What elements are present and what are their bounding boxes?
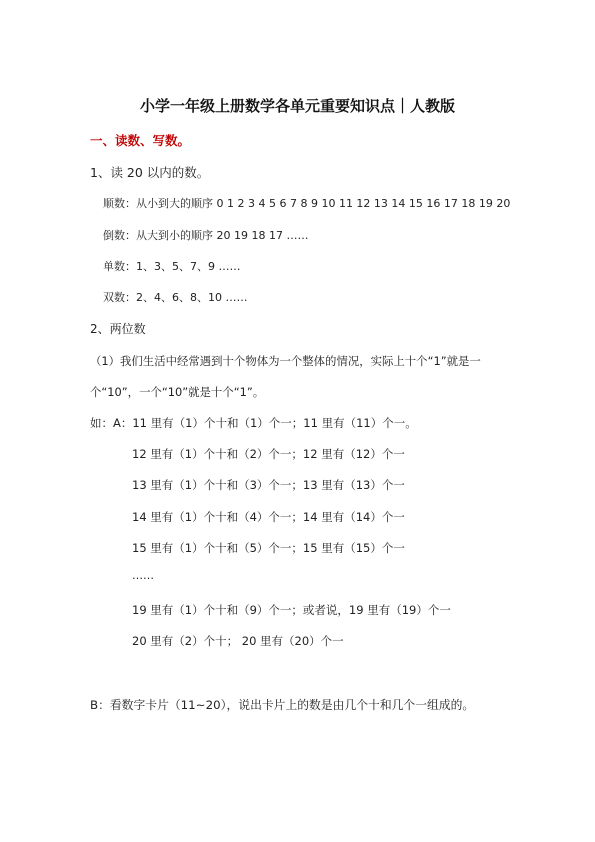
example-ellipsis: …… — [132, 569, 154, 582]
example-b-line: B：看数字卡片（11~20），说出卡片上的数是由几个十和几个一组成的。 — [90, 698, 475, 712]
example-row: 14 里有（1）个十和（4）个一；14 里有（14）个一 — [132, 510, 405, 524]
paragraph-line: （1）我们生活中经常遇到十个物体为一个整体的情况，实际上十个“1”就是一 — [90, 354, 481, 368]
paragraph-line: 个“10”，一个“10”就是十个“1”。 — [90, 385, 265, 399]
example-row: 13 里有（1）个十和（3）个一；13 里有（13）个一 — [132, 478, 405, 492]
example-row: 15 里有（1）个十和（5）个一；15 里有（15）个一 — [132, 541, 405, 555]
example-a-first-line: 如：A：11 里有（1）个十和（1）个一；11 里有（11）个一。 — [90, 416, 417, 430]
page-title: 小学一年级上册数学各单元重要知识点｜人教版 — [139, 97, 455, 115]
example-row: 19 里有（1）个十和（9）个一；或者说，19 里有（19）个一 — [132, 603, 451, 617]
example-row: 20 里有（2）个十； 20 里有（20）个一 — [132, 634, 344, 648]
item-heading-1: 1、读 20 以内的数。 — [90, 165, 210, 180]
shuangshu-line: 双数：2、4、6、8、10 …… — [103, 291, 248, 304]
section-heading: 一、读数、写数。 — [90, 133, 191, 148]
item-heading-2: 2、两位数 — [90, 322, 146, 336]
danshu-line: 单数：1、3、5、7、9 …… — [103, 260, 241, 273]
shunshu-line: 顺数：从小到大的顺序 0 1 2 3 4 5 6 7 8 9 10 11 12 13 14 15 16 17 18 19 20 — [103, 197, 511, 210]
example-row: 12 里有（1）个十和（2）个一；12 里有（12）个一 — [132, 447, 405, 461]
daoshu-line: 倒数：从大到小的顺序 20 19 18 17 …… — [103, 229, 309, 242]
